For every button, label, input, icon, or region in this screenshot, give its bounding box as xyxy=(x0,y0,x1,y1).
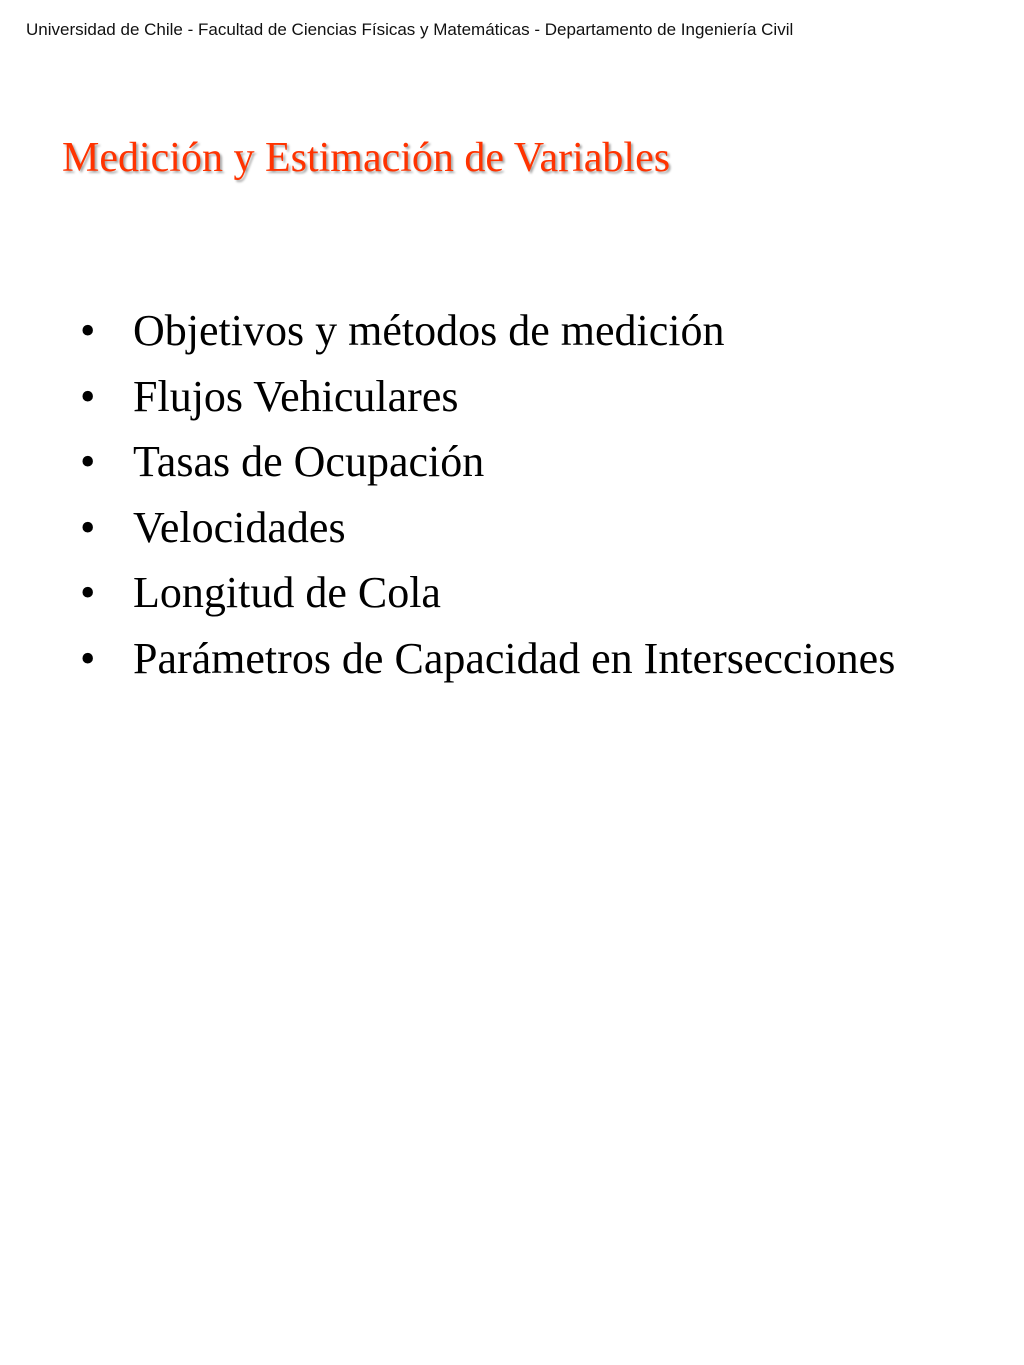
bullet-icon: • xyxy=(80,437,96,486)
header-institution: Universidad de Chile xyxy=(26,20,183,39)
list-item xyxy=(80,371,895,437)
bullet-icon: • xyxy=(80,633,96,683)
list-item-text: Flujos Vehiculares xyxy=(133,371,459,421)
bullet-icon: • xyxy=(80,568,96,617)
bullet-list xyxy=(80,305,895,698)
list-item-text: Tasas de Ocupación xyxy=(133,437,485,486)
list-item-text: Parámetros de Capacidad en Intersecciones xyxy=(133,633,896,683)
list-item xyxy=(80,436,895,502)
slide-title: Medición y Estimación de Variables xyxy=(62,135,671,181)
bullet-icon: • xyxy=(80,306,96,355)
list-item-text: Objetivos y métodos de medición xyxy=(133,306,725,355)
header-department: Departamento de Ingeniería Civil xyxy=(544,20,794,39)
list-item-text: Longitud de Cola xyxy=(133,568,441,617)
header-separator: - xyxy=(182,20,198,39)
list-item xyxy=(80,567,895,633)
bullet-icon: • xyxy=(80,502,96,552)
list-item xyxy=(80,633,895,699)
header-separator: - xyxy=(529,20,545,39)
slide-header xyxy=(26,20,793,40)
list-item xyxy=(80,502,895,568)
list-item-text: Velocidades xyxy=(133,502,346,552)
header-faculty: Facultad de Ciencias Físicas y Matemáticas xyxy=(197,20,530,39)
bullet-icon: • xyxy=(80,371,96,421)
list-item xyxy=(80,305,895,371)
